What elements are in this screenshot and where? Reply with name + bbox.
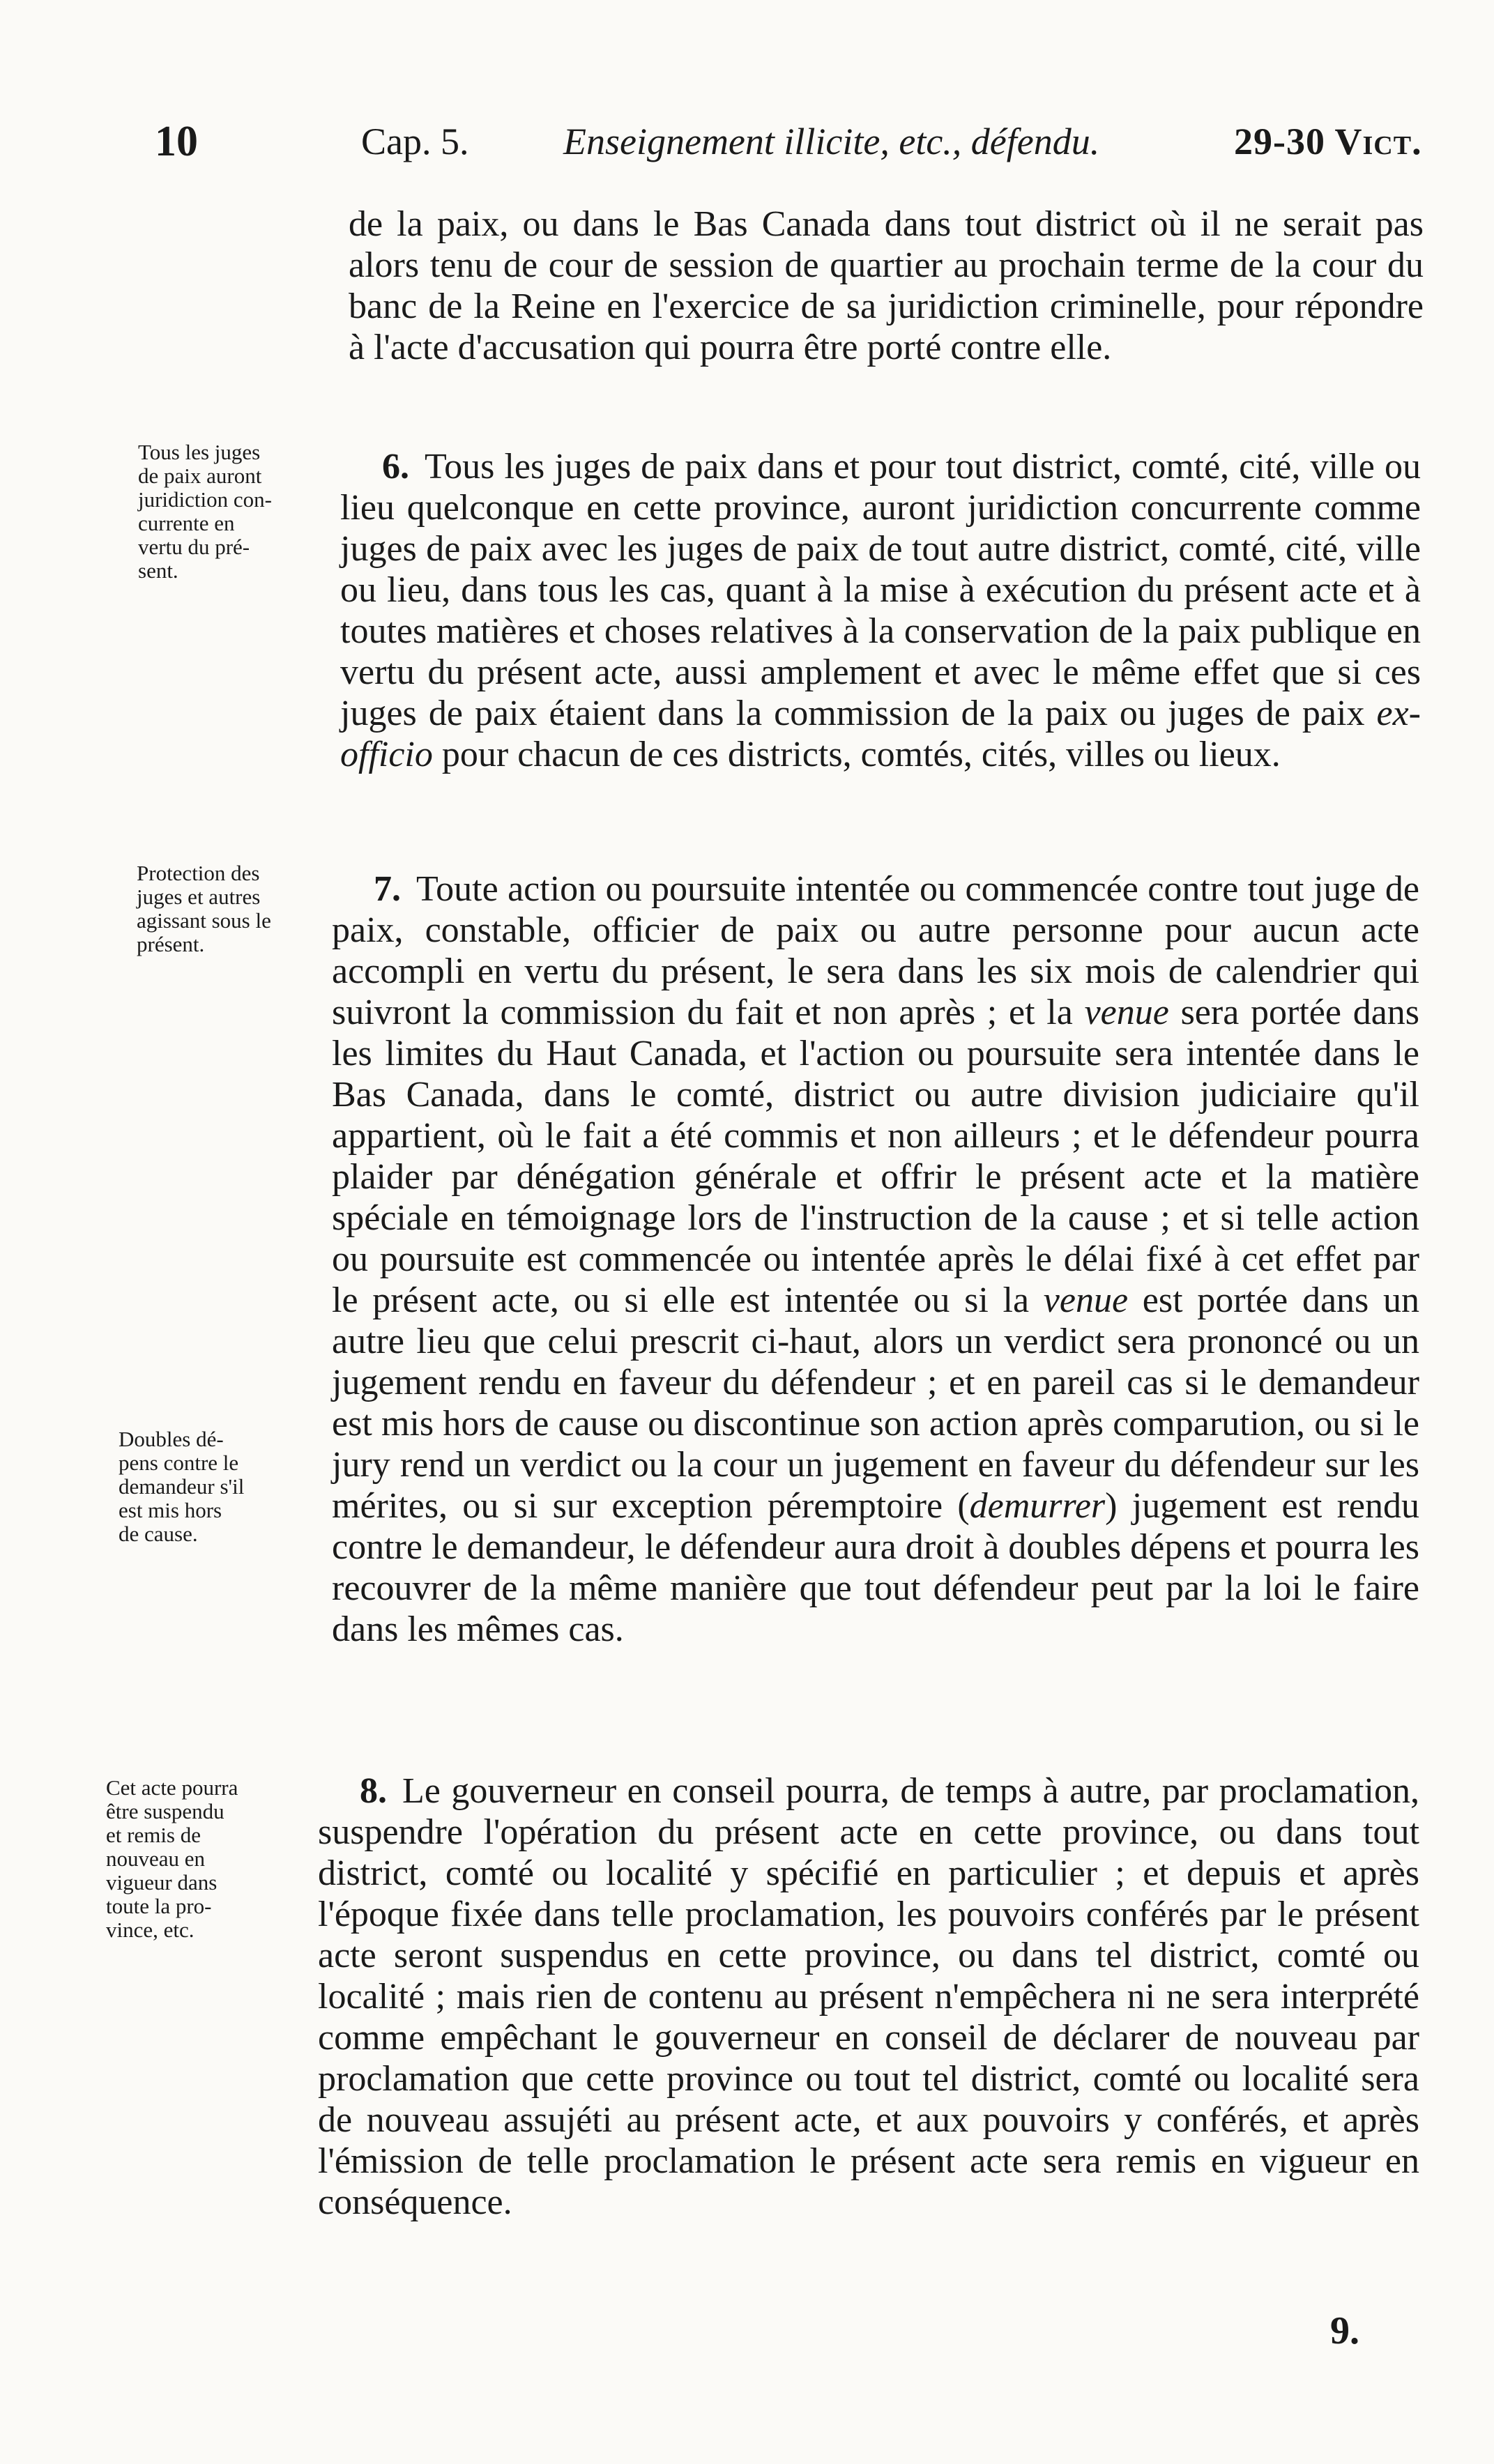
section-7 [332, 868, 1419, 1650]
italic-term: venue [1043, 1280, 1129, 1320]
margin-note-line: vigueur dans [106, 1870, 218, 1895]
catchword: 9. [1330, 2309, 1359, 2352]
continuation-paragraph: de la paix, ou dans le Bas Canada dans tout district où il ne serait pas alors tenu de cour de session de quartier au prochain terme de la cour du banc de la Reine en l'exercice de sa juridiction criminelle, pour répondre à l'acte d'accusation qui pourra être porté contre elle. [349, 204, 1424, 367]
margin-note-line: Doubles dé- [119, 1427, 224, 1451]
margin-note-line: toute la pro- [106, 1894, 212, 1918]
margin-note-line: Cet acte pourra [106, 1775, 238, 1800]
margin-note-line: de cause. [119, 1522, 198, 1546]
running-title: Enseignement illicite, etc., défendu. [563, 121, 1100, 162]
section-number: 7. [374, 869, 401, 909]
section-text: Toute action ou poursuite intentée ou commencée contre tout juge de paix, constable, officier de paix ou autre personne pour aucun acte accompli en vertu du présent, le sera dans les six mois de calendrier qui suivront la commission du fait et non après ; et la [332, 869, 1419, 1032]
margin-note-line: Protection des [137, 861, 260, 885]
margin-note-line: Tous les juges [138, 440, 261, 464]
margin-note-line: et remis de [106, 1823, 201, 1847]
section-text: est portée dans un autre lieu que celui prescrit ci-haut, alors un verdict sera prononcé ou un jugement rendu en faveur du défendeur ; et en pareil cas si le demandeur est mis hors de cause ou discontinue son action après comparution, ou si le jury rend un verdict ou la cour un jugement en faveur du défendeur sur les mérites, ou si sur exception péremptoire ( [332, 1280, 1420, 1526]
margin-note-line: demandeur s'il [119, 1474, 245, 1499]
margin-note-line: est mis hors [119, 1498, 222, 1522]
margin-note-line: présent. [137, 932, 205, 956]
italic-term: venue [1084, 993, 1169, 1032]
margin-note-line: être suspendu [106, 1799, 224, 1823]
margin-note-section-7 [137, 862, 325, 956]
margin-note-line: pens contre le [119, 1451, 239, 1475]
margin-note-line: currente en [138, 511, 235, 535]
italic-term: demurrer [969, 1486, 1106, 1526]
section-number: 6. [382, 447, 409, 487]
margin-note-line: vince, etc. [106, 1918, 195, 1942]
section-6 [340, 446, 1421, 775]
page-number: 10 [155, 118, 198, 165]
margin-note-line: nouveau en [106, 1846, 206, 1871]
margin-note-line: juges et autres [137, 885, 261, 909]
section-text: Le gouverneur en conseil pourra, de temps à autre, par proclamation, suspendre l'opération du présent acte en cette province, ou dans tout district, comté ou localité y spécifié en particulier ; et depuis et après l'époque fixée dans telle proclamation, les pouvoirs conférés par le présent acte seront suspendus en cette province, ou dans tel district, comté ou localité ; mais rien de contenu au présent n'empêchera ni ne sera interprété comme empêchant le gouverneur en conseil de déclarer de nouveau par proclamation que cette province ou tout tel district, comté ou localité sera de nouveau assujéti au présent acte, et aux pouvoirs y conférés, et après l'émission de telle proclamation le présent acte sera remis en vigueur en conséquence. [318, 1771, 1419, 2222]
margin-note-section-6 [138, 441, 326, 583]
regnal-year: 29-30 Vict. [1234, 121, 1422, 162]
margin-note-line: vertu du pré- [138, 535, 250, 559]
running-header [0, 117, 1494, 180]
margin-note-section-8 [106, 1776, 301, 1942]
section-text: pour chacun de ces districts, comtés, cités, villes ou lieux. [441, 735, 1281, 774]
section-8 [318, 1770, 1419, 2223]
margin-note-line: de paix auront [138, 464, 262, 488]
section-text: Tous les juges de paix dans et pour tout district, comté, cité, ville ou lieu quelconque en cette province, auront juridiction concurrente comme juges de paix avec les juges de paix de tout autre district, comté, cité, ville ou lieu, dans tous les cas, quant à la mise à exécution du présent acte et à toutes matières et choses relatives à la conservation de la paix publique en vertu du présent acte, aussi amplement et avec le même effet que si ces juges de paix étaient dans la commission de la paix ou juges de paix [340, 447, 1421, 733]
section-number: 8. [360, 1771, 387, 1811]
section-text: sera portée dans les limites du Haut Canada, et l'action ou poursuite sera intentée dans le Bas Canada, dans le comté, district ou autre division judiciaire qu'il appartient, où le fait a été commis et non ailleurs ; et le défendeur pourra plaider par dénégation générale et offrir le présent acte et la matière spéciale en témoignage lors de l'instruction de la cause ; et si telle action ou poursuite est commencée ou intentée après le délai fixé à cet effet par le présent acte, ou si elle est intentée ou si la [332, 993, 1420, 1320]
margin-note-doubles-depens [119, 1428, 307, 1546]
chapter-number: Cap. 5. [361, 121, 469, 162]
margin-note-line: agissant sous le [137, 908, 271, 933]
margin-note-line: sent. [138, 558, 178, 583]
italic-term: ex-officio [340, 694, 1421, 774]
section-text: ) jugement est rendu contre le demandeur, le défendeur aura droit à doubles dépens et pourra les recouvrer de la même manière que tout défendeur peut par la loi le faire dans les mêmes cas. [332, 1486, 1419, 1649]
margin-note-line: juridiction con- [138, 487, 272, 512]
